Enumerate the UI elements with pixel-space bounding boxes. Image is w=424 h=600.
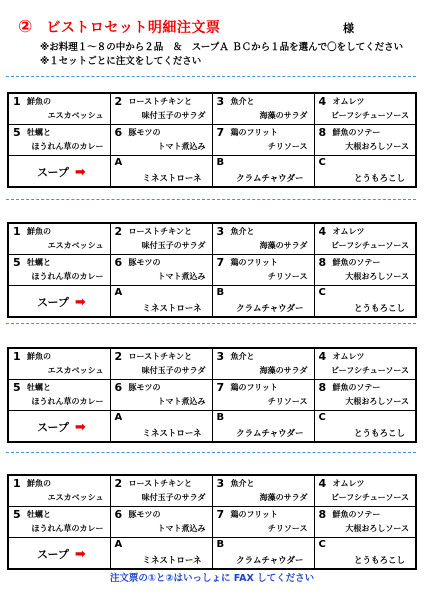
menu-item-number: 7 bbox=[216, 256, 225, 269]
soup-option-name: とうもろこし bbox=[353, 556, 405, 566]
menu-item-cell[interactable] bbox=[110, 125, 212, 156]
menu-item-line2: ほうれん草のカレー bbox=[31, 272, 104, 281]
menu-item-line1: 鶏のフリット bbox=[230, 128, 278, 137]
menu-item-cell[interactable] bbox=[314, 125, 416, 156]
soup-option-name: クラムチャウダー bbox=[236, 304, 304, 314]
menu-item-line1: 鮮魚の bbox=[27, 97, 51, 106]
soup-option-cell[interactable] bbox=[212, 156, 314, 188]
menu-item-line1: 鮮魚の bbox=[27, 227, 51, 236]
soup-option-name: クラムチャウダー bbox=[236, 556, 304, 566]
menu-item-number: 6 bbox=[114, 381, 123, 394]
menu-row bbox=[8, 223, 416, 255]
menu-item-line1: 魚介と bbox=[230, 97, 255, 106]
menu-item-cell[interactable] bbox=[212, 255, 314, 286]
menu-item-line1: オムレツ bbox=[332, 97, 365, 106]
soup-option-cell[interactable] bbox=[110, 411, 212, 443]
menu-item-line2: 海藻のサラダ bbox=[259, 241, 308, 250]
menu-item-cell[interactable] bbox=[314, 348, 416, 380]
menu-item-line1: 牡蠣と bbox=[27, 258, 51, 267]
menu-item-line2: トマト煮込み bbox=[157, 524, 206, 533]
menu-item-line2: チリソース bbox=[267, 142, 308, 151]
form-number: ② bbox=[18, 17, 33, 37]
soup-option-name: とうもろこし bbox=[353, 304, 405, 314]
soup-option-cell[interactable] bbox=[212, 538, 314, 570]
soup-label-cell bbox=[8, 538, 110, 570]
soup-row bbox=[8, 538, 416, 570]
menu-row bbox=[8, 475, 416, 507]
menu-item-cell[interactable] bbox=[212, 93, 314, 125]
menu-item-cell[interactable] bbox=[110, 475, 212, 507]
menu-row bbox=[8, 507, 416, 538]
soup-label bbox=[37, 164, 86, 180]
menu-item-line2: チリソース bbox=[267, 524, 308, 533]
menu-item-number: 1 bbox=[13, 225, 21, 238]
menu-item-line1: 牡蠣と bbox=[27, 510, 51, 519]
footer-note: 注文票の①と②はいっしょに FAX してください bbox=[109, 573, 315, 584]
soup-option-name: とうもろこし bbox=[353, 429, 405, 439]
menu-item-cell[interactable] bbox=[314, 93, 416, 125]
menu-item-number: 3 bbox=[216, 350, 225, 363]
menu-item-cell[interactable] bbox=[110, 223, 212, 255]
menu-item-line2: ビーフシチューソース bbox=[331, 241, 409, 250]
soup-option-name: ミネストローネ bbox=[142, 174, 202, 184]
menu-row bbox=[8, 348, 416, 380]
menu-row bbox=[8, 255, 416, 286]
menu-row bbox=[8, 380, 416, 411]
arrow-right-icon: ➡ bbox=[74, 165, 86, 180]
order-table bbox=[7, 222, 417, 318]
soup-row bbox=[8, 156, 416, 188]
dashed-divider bbox=[6, 452, 416, 453]
menu-item-cell[interactable] bbox=[314, 507, 416, 538]
menu-item-line2: 海藻のサラダ bbox=[259, 493, 308, 502]
menu-item-number: 8 bbox=[318, 256, 327, 269]
menu-item-line2: エスカベッシュ bbox=[47, 241, 104, 250]
order-table bbox=[7, 347, 417, 443]
menu-item-cell[interactable] bbox=[110, 380, 212, 411]
menu-item-cell[interactable] bbox=[8, 380, 110, 411]
soup-option-letter: B bbox=[216, 157, 225, 168]
arrow-right-icon: ➡ bbox=[74, 547, 86, 562]
menu-item-line1: 豚モツの bbox=[128, 510, 161, 519]
instruction-note-1: ※お料理１～８の中から２品 ＆ スープＡ ＢＣから１品を選んで〇をしてください bbox=[40, 42, 404, 53]
menu-item-line2: 海藻のサラダ bbox=[259, 366, 308, 375]
arrow-right-icon: ➡ bbox=[74, 295, 86, 310]
menu-item-number: 2 bbox=[114, 350, 123, 363]
menu-item-cell[interactable] bbox=[110, 507, 212, 538]
menu-item-line2: 大根おろしソース bbox=[345, 142, 409, 151]
menu-item-line2: 大根おろしソース bbox=[345, 524, 409, 533]
menu-item-line1: ローストチキンと bbox=[128, 227, 193, 236]
menu-item-number: 5 bbox=[13, 126, 21, 139]
menu-item-number: 3 bbox=[216, 225, 225, 238]
menu-item-line2: ビーフシチューソース bbox=[331, 111, 409, 120]
soup-row bbox=[8, 411, 416, 443]
header bbox=[0, 0, 424, 70]
soup-option-cell[interactable] bbox=[212, 411, 314, 443]
menu-item-cell[interactable] bbox=[314, 255, 416, 286]
menu-item-line2: トマト煮込み bbox=[157, 142, 206, 151]
soup-option-name: ミネストローネ bbox=[142, 556, 202, 566]
soup-option-cell[interactable] bbox=[110, 538, 212, 570]
soup-label-cell bbox=[8, 411, 110, 443]
menu-item-line1: 豚モツの bbox=[128, 258, 161, 267]
menu-item-cell[interactable] bbox=[8, 255, 110, 286]
menu-item-line1: 豚モツの bbox=[128, 128, 161, 137]
menu-item-number: 8 bbox=[318, 381, 327, 394]
soup-row bbox=[8, 286, 416, 318]
soup-option-cell[interactable] bbox=[314, 411, 416, 443]
soup-option-name: ミネストローネ bbox=[142, 429, 202, 439]
title-row bbox=[18, 16, 220, 38]
menu-item-cell[interactable] bbox=[212, 348, 314, 380]
arrow-right-icon: ➡ bbox=[74, 420, 86, 435]
page-title: ビストロセット明細注文票 bbox=[46, 20, 221, 36]
soup-option-name: クラムチャウダー bbox=[236, 429, 304, 439]
menu-item-number: 5 bbox=[13, 508, 21, 521]
soup-label bbox=[37, 419, 86, 435]
soup-option-letter: A bbox=[114, 287, 123, 298]
menu-item-number: 1 bbox=[13, 477, 21, 490]
soup-option-cell[interactable] bbox=[314, 156, 416, 188]
menu-item-cell[interactable] bbox=[212, 475, 314, 507]
menu-item-line2: 味付玉子のサラダ bbox=[141, 111, 206, 120]
menu-item-cell[interactable] bbox=[8, 125, 110, 156]
menu-item-line1: 魚介と bbox=[230, 352, 255, 361]
soup-label-text: スープ bbox=[37, 166, 69, 179]
menu-item-cell[interactable] bbox=[212, 223, 314, 255]
menu-item-line2: ほうれん草のカレー bbox=[31, 397, 104, 406]
menu-item-line1: ローストチキンと bbox=[128, 97, 193, 106]
soup-option-letter: C bbox=[318, 539, 326, 550]
menu-item-number: 2 bbox=[114, 225, 123, 238]
menu-item-number: 2 bbox=[114, 95, 123, 108]
soup-option-cell[interactable] bbox=[314, 538, 416, 570]
menu-item-line2: エスカベッシュ bbox=[47, 111, 104, 120]
soup-option-letter: B bbox=[216, 287, 225, 298]
sama-label: 様 bbox=[343, 22, 354, 35]
menu-row bbox=[8, 93, 416, 125]
soup-label-cell bbox=[8, 286, 110, 318]
menu-item-line1: 鮮魚の bbox=[27, 352, 51, 361]
soup-option-name: クラムチャウダー bbox=[236, 174, 304, 184]
dashed-divider bbox=[6, 323, 416, 324]
menu-item-line2: 大根おろしソース bbox=[345, 272, 409, 281]
menu-item-line2: 味付玉子のサラダ bbox=[141, 493, 206, 502]
menu-item-number: 3 bbox=[216, 477, 225, 490]
soup-label-cell bbox=[8, 156, 110, 188]
menu-item-line1: オムレツ bbox=[332, 479, 365, 488]
menu-item-number: 1 bbox=[13, 350, 21, 363]
menu-item-number: 4 bbox=[318, 225, 327, 238]
menu-item-number: 7 bbox=[216, 126, 225, 139]
menu-item-line2: ビーフシチューソース bbox=[331, 366, 409, 375]
menu-item-line2: ほうれん草のカレー bbox=[31, 142, 104, 151]
menu-item-line1: 牡蠣と bbox=[27, 383, 51, 392]
menu-item-line2: チリソース bbox=[267, 272, 308, 281]
menu-item-line1: 鮮魚の bbox=[27, 479, 51, 488]
menu-item-line2: 味付玉子のサラダ bbox=[141, 366, 206, 375]
menu-item-line2: 海藻のサラダ bbox=[259, 111, 308, 120]
menu-item-cell[interactable] bbox=[314, 475, 416, 507]
menu-item-number: 4 bbox=[318, 477, 327, 490]
menu-item-line2: トマト煮込み bbox=[157, 272, 206, 281]
menu-item-cell[interactable] bbox=[8, 348, 110, 380]
menu-item-line2: ビーフシチューソース bbox=[331, 493, 409, 502]
menu-item-number: 3 bbox=[216, 95, 225, 108]
menu-item-number: 7 bbox=[216, 508, 225, 521]
menu-item-number: 4 bbox=[318, 95, 327, 108]
menu-item-number: 6 bbox=[114, 126, 123, 139]
menu-item-number: 5 bbox=[13, 256, 21, 269]
menu-item-line1: 牡蠣と bbox=[27, 128, 51, 137]
menu-item-cell[interactable] bbox=[110, 255, 212, 286]
menu-item-cell[interactable] bbox=[110, 348, 212, 380]
menu-item-line1: 鶏のフリット bbox=[230, 383, 278, 392]
menu-item-line1: 鮮魚のソテー bbox=[332, 258, 381, 267]
soup-option-cell[interactable] bbox=[212, 286, 314, 318]
menu-item-number: 2 bbox=[114, 477, 123, 490]
soup-option-cell[interactable] bbox=[110, 286, 212, 318]
menu-item-line2: エスカベッシュ bbox=[47, 366, 104, 375]
menu-item-cell[interactable] bbox=[212, 507, 314, 538]
menu-item-cell[interactable] bbox=[212, 125, 314, 156]
soup-option-cell[interactable] bbox=[110, 156, 212, 188]
soup-option-letter: C bbox=[318, 157, 326, 168]
menu-item-line1: ローストチキンと bbox=[128, 352, 193, 361]
menu-item-line1: 鶏のフリット bbox=[230, 258, 278, 267]
menu-item-line1: ローストチキンと bbox=[128, 479, 193, 488]
instruction-note-2: ※１セットごとに注文をしてください bbox=[40, 56, 202, 67]
soup-option-letter: A bbox=[114, 539, 123, 550]
dashed-divider bbox=[6, 76, 416, 77]
menu-item-number: 6 bbox=[114, 256, 123, 269]
menu-item-number: 4 bbox=[318, 350, 327, 363]
soup-option-name: とうもろこし bbox=[353, 174, 405, 184]
order-table bbox=[7, 92, 417, 188]
soup-label bbox=[37, 294, 86, 310]
menu-item-cell[interactable] bbox=[212, 380, 314, 411]
menu-item-cell[interactable] bbox=[314, 223, 416, 255]
menu-item-line1: 鮮魚のソテー bbox=[332, 510, 381, 519]
soup-option-name: ミネストローネ bbox=[142, 304, 202, 314]
menu-item-line2: トマト煮込み bbox=[157, 397, 206, 406]
soup-option-letter: A bbox=[114, 412, 123, 423]
menu-item-number: 7 bbox=[216, 381, 225, 394]
menu-row bbox=[8, 125, 416, 156]
soup-option-letter: C bbox=[318, 287, 326, 298]
menu-item-cell[interactable] bbox=[8, 507, 110, 538]
menu-item-number: 8 bbox=[318, 508, 327, 521]
menu-item-line2: チリソース bbox=[267, 397, 308, 406]
menu-item-cell[interactable] bbox=[314, 380, 416, 411]
soup-option-letter: A bbox=[114, 157, 123, 168]
menu-item-line2: エスカベッシュ bbox=[47, 493, 104, 502]
soup-option-letter: B bbox=[216, 412, 225, 423]
soup-option-letter: C bbox=[318, 412, 326, 423]
menu-item-number: 5 bbox=[13, 381, 21, 394]
soup-label bbox=[37, 546, 86, 562]
menu-item-number: 8 bbox=[318, 126, 327, 139]
menu-item-line2: 大根おろしソース bbox=[345, 397, 409, 406]
menu-item-line1: 鮮魚のソテー bbox=[332, 128, 381, 137]
menu-item-line1: オムレツ bbox=[332, 227, 365, 236]
dashed-divider bbox=[6, 199, 416, 200]
menu-item-line2: ほうれん草のカレー bbox=[31, 524, 104, 533]
menu-item-cell[interactable] bbox=[8, 223, 110, 255]
menu-item-number: 1 bbox=[13, 95, 21, 108]
menu-item-number: 6 bbox=[114, 508, 123, 521]
menu-item-line1: 魚介と bbox=[230, 227, 255, 236]
menu-item-line1: 豚モツの bbox=[128, 383, 161, 392]
order-table bbox=[7, 474, 417, 570]
soup-label-text: スープ bbox=[37, 296, 69, 309]
soup-option-cell[interactable] bbox=[314, 286, 416, 318]
menu-item-line1: 鮮魚のソテー bbox=[332, 383, 381, 392]
menu-item-cell[interactable] bbox=[110, 93, 212, 125]
menu-item-cell[interactable] bbox=[8, 93, 110, 125]
menu-item-line1: 魚介と bbox=[230, 479, 255, 488]
menu-item-line1: 鶏のフリット bbox=[230, 510, 278, 519]
soup-label-text: スープ bbox=[37, 421, 69, 434]
menu-item-cell[interactable] bbox=[8, 475, 110, 507]
menu-item-line2: 味付玉子のサラダ bbox=[141, 241, 206, 250]
soup-label-text: スープ bbox=[37, 548, 69, 561]
menu-item-line1: オムレツ bbox=[332, 352, 365, 361]
soup-option-letter: B bbox=[216, 539, 225, 550]
